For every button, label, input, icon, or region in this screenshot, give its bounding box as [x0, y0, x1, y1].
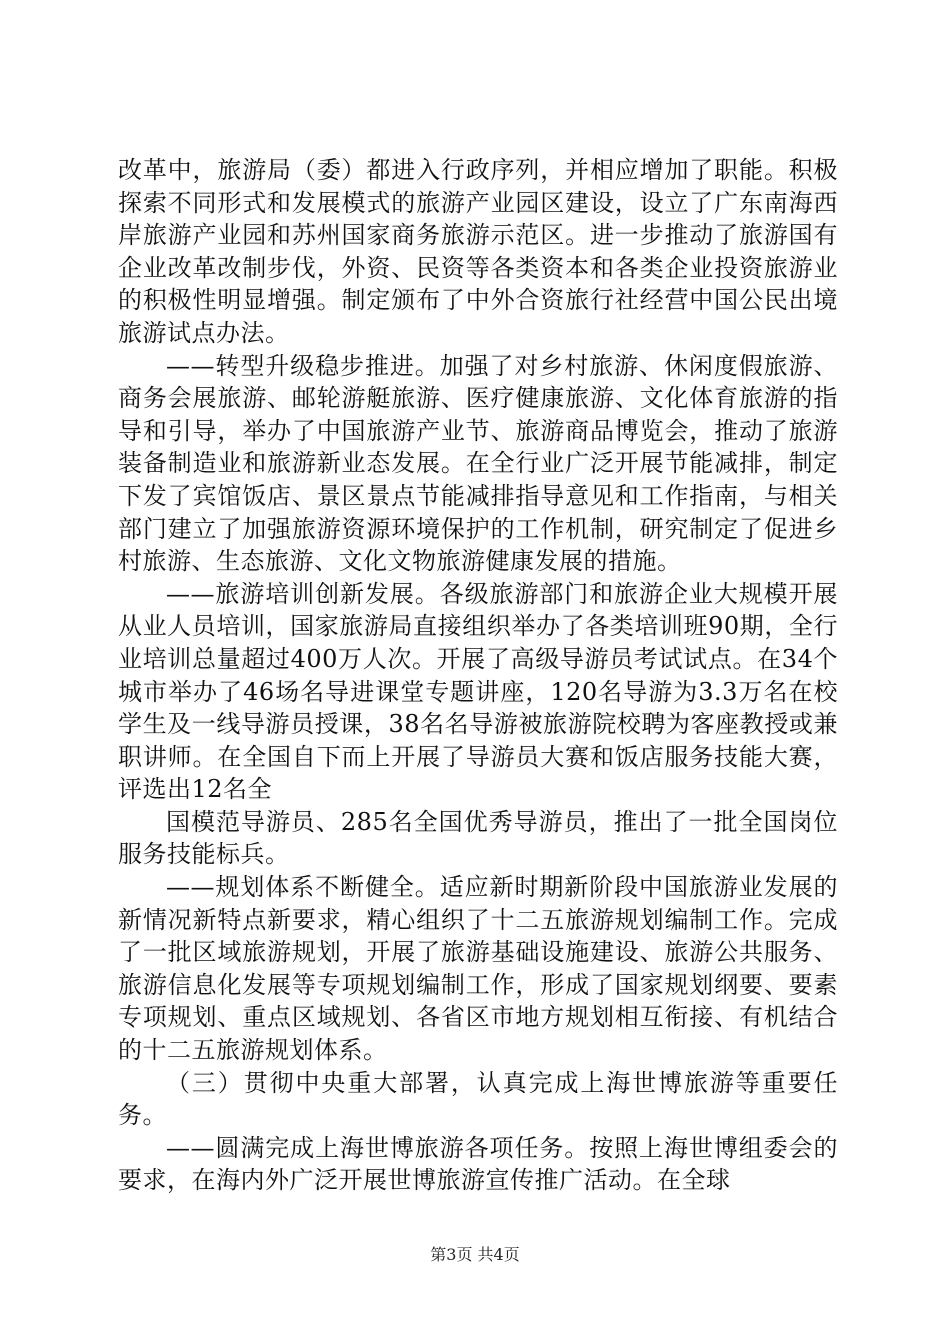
paragraph-reform-continued: 改革中，旅游局（委）都进入行政序列，并相应增加了职能。积极探索不同形式和发展模式的旅游产业园区建设，设立了广东南海西岸旅游产业园和苏州国家商务旅游示范区。进一步推动了旅游国有企业改革改制步伐，外资、民资等各类资本和各类企业投资旅游业的积极性明显增强。制定颁布了中外合资旅行社经营中国公民出境旅游试点办法。 — [118, 156, 838, 347]
paragraph-planning-system: ——规划体系不断健全。适应新时期新阶段中国旅游业发展的新情况新特点新要求，精心组织了十二五旅游规划编制工作。完成了一批区域旅游规划，开展了旅游基础设施建设、旅游公共服务、旅游信息化发展等专项规划编制工作，形成了国家规划纲要、要素专项规划、重点区域规划、各省区市地方规划相互衔接、有机结合的十二五旅游规划体系。 — [118, 873, 838, 1065]
section-heading-three: （三）贯彻中央重大部署，认真完成上海世博旅游等重要任务。 — [118, 1068, 838, 1130]
document-body — [118, 154, 838, 1197]
paragraph-shanghai-expo: ——圆满完成上海世博旅游各项任务。按照上海世博组委会的要求，在海内外广泛开展世博旅游宣传推广活动。在全球 — [118, 1133, 838, 1195]
page-number-footer: 第3页 共4页 — [430, 1245, 520, 1264]
paragraph-transformation-upgrade: ——转型升级稳步推进。加强了对乡村旅游、休闲度假旅游、商务会展旅游、邮轮游艇旅游、医疗健康旅游、文化体育旅游的指导和引导，举办了中国旅游产业节、旅游商品博览会，推动了旅游装备制造业和旅游新业态发展。在全行业广泛开展节能减排，制定下发了宾馆饭店、景区景点节能减排指导意见和工作指南，与相关部门建立了加强旅游资源环境保护的工作机制，研究制定了促进乡村旅游、生态旅游、文化文物旅游健康发展的措施。 — [118, 351, 838, 576]
paragraph-tourism-training: ——旅游培训创新发展。各级旅游部门和旅游企业大规模开展从业人员培训，国家旅游局直接组织举办了各类培训班90期，全行业培训总量超过400万人次。开展了高级导游员考试试点。在34个城市举办了46场名导进课堂专题讲座，120名导游为3.3万名在校学生及一线导游员授课，38名名导游被旅游院校聘为客座教授或兼职讲师。在全国自下而上开展了导游员大赛和饭店服务技能大赛，评选出12名全 — [118, 579, 838, 804]
paragraph-model-guides: 国模范导游员、285名全国优秀导游员，推出了一批全国岗位服务技能标兵。 — [118, 807, 838, 869]
